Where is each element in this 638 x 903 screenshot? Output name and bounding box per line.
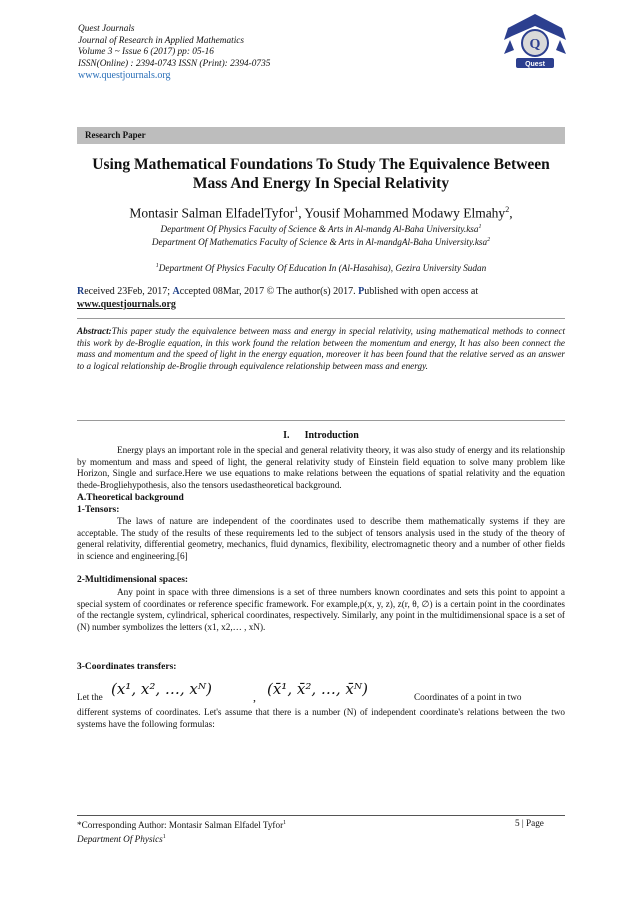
- author-line: [77, 205, 565, 222]
- affiliation-1-sup: 1: [478, 224, 482, 230]
- tensors-text: The laws of nature are independent of the coordinates used to describe them mathematically systems if they are acceptable. The study of the results of these requirements led to the subject of tensors analysis used in the study of the theory of general relativity, differential geometry, mechanics, fluid dynamics, flexibility, electromagnetic theory and a number of other fields in science and engineering.[6]: [77, 516, 565, 561]
- footer-dept: Department Of Physics: [77, 833, 163, 844]
- affiliation-3-sup: 1: [155, 263, 159, 269]
- page-number: 5 | Page: [515, 818, 544, 828]
- intro-paragraph: [77, 445, 565, 491]
- journal-header: [78, 24, 498, 82]
- section-number: I.: [283, 430, 290, 441]
- journal-name: Quest Journals: [78, 24, 135, 34]
- affiliation-2-sup: 2: [487, 237, 491, 243]
- research-paper-band: [77, 127, 565, 144]
- author-1-sup: 1: [294, 205, 299, 214]
- affiliation-2: [77, 237, 565, 247]
- multidim-heading: 2-Multidimensional spaces:: [77, 575, 189, 585]
- published-cap-p: P: [358, 286, 365, 297]
- affiliation-1-text: Department Of Physics Faculty of Science & Arts in Al-mandg Al-Baha University.ksa: [160, 224, 479, 235]
- abstract: [77, 326, 565, 372]
- footer-corresponding: [77, 818, 286, 845]
- corresponding-sup: 1: [283, 820, 287, 826]
- tensors-heading: 1-Tensors:: [77, 505, 120, 515]
- intro-text: Energy plays an important role in the special and general relativity theory, it was also study of energy and its relationship by momentum and mass and speed of light, the general relativity study of Einstein field equation to solve many problem like Horizon, Single and surface.Here we use equations to make relations between the equations of spatial relativity and the equation thede-Brogliehypothesis, also the tensors usedastheoretical background.: [77, 445, 565, 490]
- coord-transfer-heading: 3-Coordinates transfers:: [77, 662, 177, 672]
- received-info: [77, 285, 565, 311]
- journal-full-name: Journal of Research in Applied Mathematics: [78, 35, 245, 46]
- journal-url-link[interactable]: www.questjournals.org: [78, 70, 171, 82]
- received-date: eceived 23Feb, 2017;: [84, 286, 173, 297]
- journal-issn: ISSN(Online) : 2394-0743 ISSN (Print): 2394-0735: [78, 58, 271, 69]
- coords-after-text: Coordinates of a point in two: [414, 692, 522, 702]
- journal-volume: Volume 3 ~ Issue 6 (2017) pp: 05-16: [78, 47, 214, 58]
- author-1: Montasir Salman ElfadelTyfor: [129, 205, 295, 221]
- abstract-label: Abstract:: [77, 326, 112, 336]
- footer-dept-sup: 1: [162, 833, 166, 840]
- author-2: , Yousif Mohammed Modawy Elmahy: [298, 205, 506, 221]
- section-1-heading: [77, 430, 565, 441]
- affiliation-3-text: Department Of Physics Faculty Of Education In (Al-Hasahisa), Gezira University Sudan: [158, 263, 487, 274]
- divider-bottom: [77, 420, 565, 421]
- coordinates-line: [77, 680, 565, 706]
- paper-title: Using Mathematical Foundations To Study The Equivalence Between Mass And Energy In Special Relativity: [92, 156, 550, 192]
- coordinate-tuple-x: (x¹, x², …, xᴺ): [111, 680, 212, 698]
- accepted-date: ccepted 08Mar, 2017 © The author(s) 2017.: [179, 286, 359, 297]
- multidim-text: Any point in space with three dimensions is a set of three numbers known coordinates and sets this point to appoint a special system of coordinates or reference specific framework. For example,p(x, y, z), z(r, θ, ∅) is a certain point in the coordinates of the rectangle system, cylindrical, spherical coordinates, respectively. Similarly, any point in the multidimensional space is a set of (N) number symbolizes the letters (x1, x2,… , xN).: [77, 587, 565, 632]
- coord-transfer-paragraph: [77, 707, 565, 730]
- affiliation-2-text: Department Of Mathematics Faculty of Science & Arts in Al-mandgAl-Baha University.ksa: [151, 237, 488, 248]
- affiliation-1: [77, 224, 565, 234]
- received-url-link[interactable]: www.questjournals.org: [77, 299, 176, 310]
- coord-transfer-text: different systems of coordinates. Let's assume that there is a number (N) of independent coordinate's relations between the two systems have the following formulas:: [77, 707, 565, 729]
- band-label: Research Paper: [85, 130, 146, 140]
- accepted-cap-a: A: [172, 286, 180, 297]
- footer-rule: [77, 815, 565, 816]
- abstract-text: This paper study the equivalence between mass and energy in special relativity, using mathematical methods to connect this work by de-Broglie equation, in this work found the relation between the momentum and energy, It has also been connect the mass and momentum and the speed of light in the energy equation, moreover it has been found that the relative served as an answer to a logical relationship de-Broglie through equivalence relationship between mass and energy.: [77, 326, 565, 371]
- coordinate-tuple-xbar: (x̄¹, x̄², …, x̄ᴺ): [267, 680, 368, 698]
- author-tail: ,: [509, 205, 513, 221]
- let-text: Let the: [77, 692, 103, 702]
- tuple-separator: ,: [253, 690, 256, 704]
- corresponding-author: *Corresponding Author: Montasir Salman Elfadel Tyfor: [77, 820, 284, 831]
- section-title: Introduction: [304, 430, 359, 441]
- tensors-paragraph: [77, 516, 565, 562]
- quest-logo: [500, 10, 570, 72]
- logo-letter: Q: [529, 37, 541, 52]
- theoretical-background-heading: A.Theoretical background: [77, 493, 184, 503]
- divider-top: [77, 318, 565, 319]
- affiliation-3: [77, 263, 565, 273]
- multidim-paragraph: [77, 587, 565, 633]
- published-text: ublished with open access at: [364, 286, 479, 297]
- author-2-sup: 2: [505, 205, 510, 214]
- logo-text: Quest: [525, 61, 545, 68]
- received-cap-r: R: [77, 286, 85, 297]
